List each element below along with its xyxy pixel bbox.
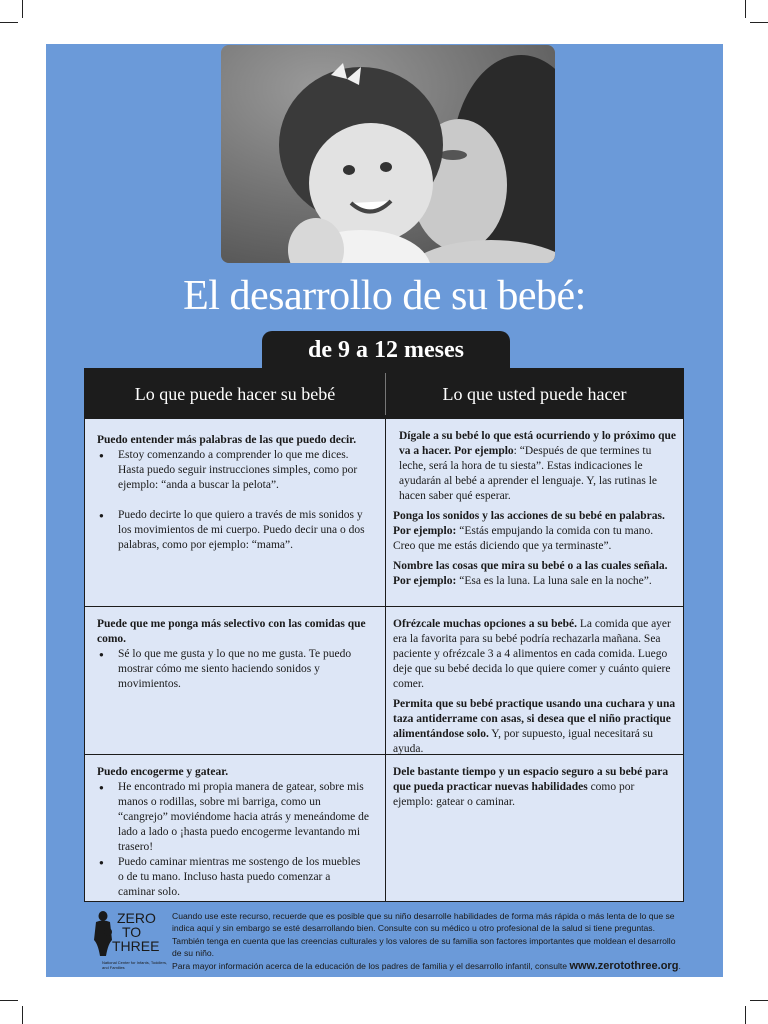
tip-bold: Nombre las cosas que mira su bebé o a las cuales señala. Por ejemplo:: [393, 560, 668, 587]
tip-text: como por ejemplo: gatear o caminar.: [393, 781, 635, 808]
tip-bold: Ponga los sonidos y las acciones de su bebé en palabras. Por ejemplo:: [393, 510, 665, 537]
list-item: ● Puedo decirte lo que quiero a través de mis sonidos y los movimientos de mi cuerpo. Puedo decir una o dos palabras, como por ejemplo: “mama”.: [97, 508, 369, 553]
zero-to-three-logo: [90, 910, 170, 976]
logo-word-to: TO: [122, 924, 142, 940]
crop-mark: [22, 0, 23, 18]
table-row-3-right: [393, 765, 677, 815]
tip-text: Y, por supuesto, igual necesitará su ayuda.: [393, 728, 654, 755]
age-range-subtitle: de 9 a 12 meses: [262, 331, 510, 369]
footer-note: Cuando use este recurso, recuerde que es posible que su niño desarrolle habilidades de forma más rápida o más lenta de lo que se indica aquí y sin embargo se esté desarrollando bien. Consulte con su médico u otro profesional de la salud si tiene preguntas.: [172, 911, 675, 933]
tip-bold: Permita que su bebé practique usando una cuchara y una taza antiderrame con asas, si desea que el niño practique alimentándose solo.: [393, 698, 676, 740]
list-item: ● Puedo caminar mientras me sostengo de los muebles o de tu mano. Incluso hasta puedo comenzar a caminar solo.: [97, 855, 369, 900]
crop-mark: [750, 1000, 768, 1001]
row-divider: [85, 606, 683, 607]
column-header-parent: Lo que usted puede hacer: [442, 384, 627, 404]
tip-text: : “Después de que termines tu leche, será la hora de tu siesta”. Estas indicaciones le ayudarán al bebé a aprender el lenguaje. Y, las rutinas le hacen saber qué esperar.: [399, 445, 657, 502]
table-row-2-left: [97, 617, 369, 692]
crop-mark: [22, 1006, 23, 1024]
website-link[interactable]: www.zerotothree.org: [569, 960, 679, 972]
flyer-page: [46, 44, 723, 977]
row-1-heading: Puedo entender más palabras de las que puedo decir.: [97, 434, 357, 446]
development-table: [84, 368, 684, 902]
crop-mark: [745, 0, 746, 18]
footer-note: También tenga en cuenta que las creencias culturales y los valores de su familia son factores importantes que moldean el desarrollo de su niño.: [172, 936, 676, 958]
hero-photo: [221, 45, 555, 263]
list-item: ● Sé lo que me gusta y lo que no me gusta. Te puedo mostrar cómo me siento haciendo sonidos y movimientos.: [97, 647, 369, 692]
logo-tagline: National Center for Infants, Toddlers, and Families: [102, 960, 168, 970]
list-item: ● He encontrado mi propia manera de gatear, sobre mis manos o rodillas, sobre mi barriga, como un “cangrejo” moviéndome hacia atrás y meneándome de lado a lado o ¡hasta puedo encogerme levantando mi trasero!: [97, 780, 369, 855]
tip-text: La comida que ayer era la favorita para su bebé podría rechazarla mañana. Sea paciente y ofrézcale 3 a 4 alimentos en cada comida. Luego deje que su bebé decida lo que quiere comer y cuánto quiere comer.: [393, 618, 671, 690]
row-2-heading: Puede que me ponga más selectivo con las comidas que como.: [97, 618, 366, 645]
footer-note: [172, 961, 684, 973]
footer-note-text: Para mayor información acerca de la educación de los padres de familia y el desarrollo infantil, consulte: [172, 961, 568, 971]
table-header: [85, 369, 683, 419]
tip-text: “Esa es la luna. La luna sale en la noche”.: [456, 575, 652, 587]
table-row-2-right: [393, 617, 677, 762]
logo-word-zero: ZERO: [117, 910, 156, 926]
crop-mark: [750, 22, 768, 23]
crop-mark: [0, 22, 18, 23]
footer-notes: [172, 911, 684, 975]
table-row-1-right: [393, 429, 677, 594]
tip-bold: Dígale a su bebé lo que está ocurriendo y lo próximo que va a hacer. Por ejemplo: [399, 430, 676, 457]
list-item: ● Estoy comenzando a comprender lo que me dices. Hasta puedo seguir instrucciones simples, como por ejemplo: “anda a buscar la pelota”.: [97, 448, 369, 493]
tip-bold: Dele bastante tiempo y un espacio seguro a su bebé para que pueda practicar nuevas habilidades: [393, 766, 669, 793]
row-3-heading: Puedo encogerme y gatear.: [97, 766, 229, 778]
table-row-3-left: [97, 765, 369, 900]
logo-word-three: THREE: [112, 938, 160, 954]
crop-mark: [0, 1000, 18, 1001]
table-row-1-left: [97, 433, 369, 553]
crop-mark: [745, 1006, 746, 1024]
page-title: El desarrollo de su bebé:: [183, 273, 586, 319]
tip-text: “Estás empujando la comida con tu mano. Creo que me estás diciendo que ya terminaste”.: [393, 525, 654, 552]
column-divider: [385, 419, 386, 901]
url-period: .: [678, 961, 681, 971]
tip-bold: Ofrézcale muchas opciones a su bebé.: [393, 618, 577, 630]
column-header-baby: Lo que puede hacer su bebé: [134, 384, 336, 404]
